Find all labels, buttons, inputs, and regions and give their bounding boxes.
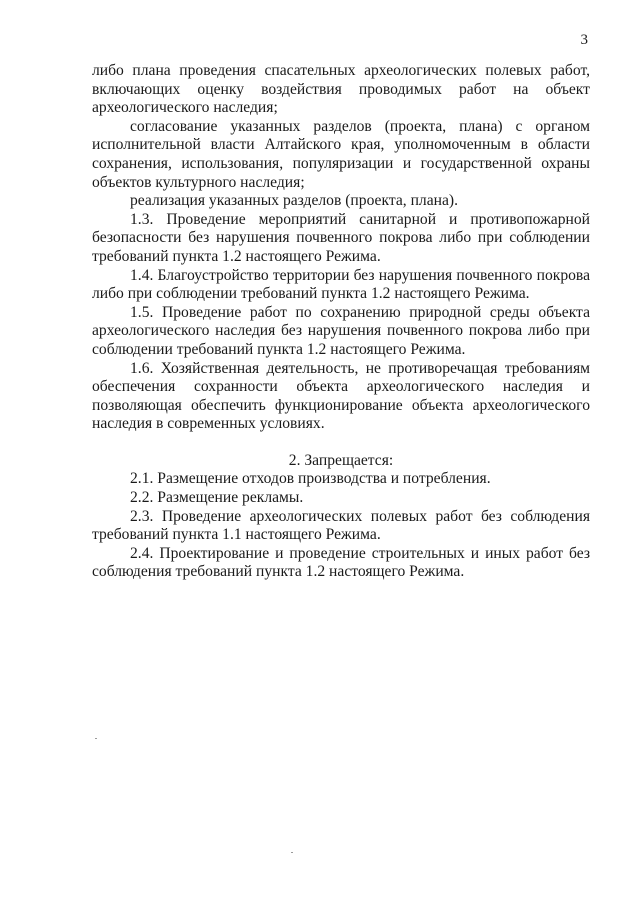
- paragraph: 2.1. Размещение отходов производства и потребления.: [130, 470, 491, 488]
- paragraph: 1.3. Проведение мероприятий санитарной и противопожарной безопасности без нарушения почвенного покрова либо при соблюдении требований пункта 1.2 настоящего Режима.: [92, 210, 590, 265]
- paragraph: реализация указанных разделов (проекта, плана).: [130, 192, 458, 210]
- paragraph: 1.5. Проведение работ по сохранению природной среды объекта археологического наследия без нарушения почвенного покрова либо при соблюдении требований пункта 1.2 настоящего Режима.: [92, 303, 590, 358]
- section-2: [92, 470, 590, 582]
- paragraph: 1.6. Хозяйственная деятельность, не противоречащая требованиям обеспечения сохранности объекта археологического наследия и позволяющая обеспечить функционирование объекта археологического наследия в современных условиях.: [92, 359, 590, 433]
- paragraph: 2.4. Проектирование и проведение строительных и иных работ без соблюдения требований пункта 1.2 настоящего Режима.: [92, 544, 590, 581]
- section-1: [92, 62, 590, 434]
- paragraph: 2.3. Проведение археологических полевых работ без соблюдения требований пункта 1.1 настоящего Режима.: [92, 507, 590, 544]
- paragraph: 2.2. Размещение рекламы.: [130, 489, 304, 507]
- scan-speck: [95, 738, 97, 739]
- section-heading: 2. Запрещается:: [288, 451, 394, 469]
- paragraph: согласование указанных разделов (проекта, плана) с органом исполнительной власти Алтайского края, уполномоченным в области сохранения, использования, популяризации и государственной охраны объектов культурного наследия;: [92, 117, 590, 191]
- scan-speck: [291, 852, 293, 853]
- document-body: [92, 62, 590, 582]
- paragraph: либо плана проведения спасательных археологических полевых работ, включающих оценку воздействия проводимых работ на объект археологического наследия;: [92, 62, 590, 117]
- paragraph: 1.4. Благоустройство территории без нарушения почвенного покрова либо при соблюдении требований пункта 1.2 настоящего Режима.: [92, 266, 590, 303]
- page-number: 3: [580, 32, 588, 48]
